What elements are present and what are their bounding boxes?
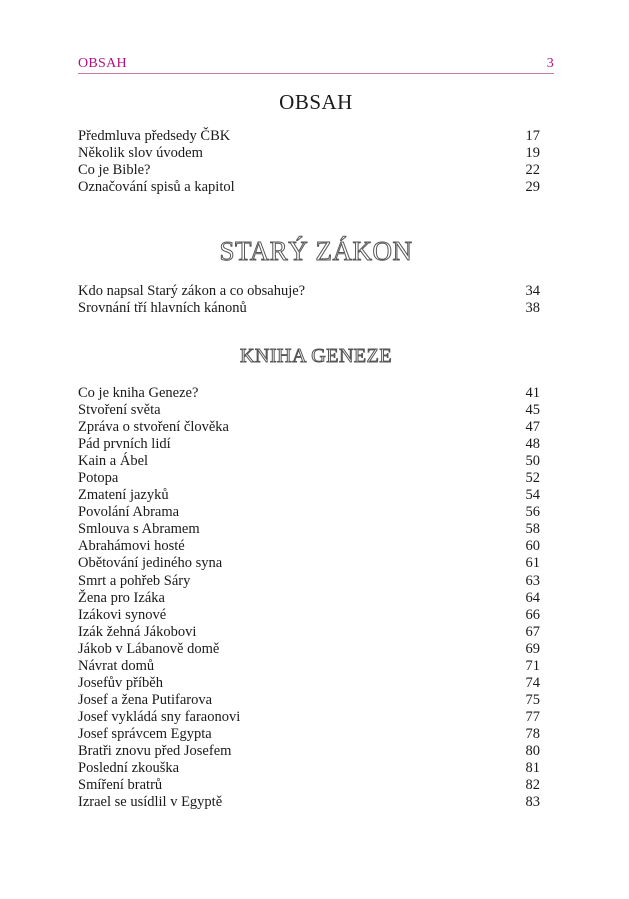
toc-entry-page: 47 — [525, 419, 540, 436]
toc-entry-title: Poslední zkouška — [78, 760, 180, 777]
toc-entry — [78, 436, 540, 453]
toc-entry — [78, 777, 540, 794]
toc-entry-page: 66 — [525, 606, 540, 623]
toc-entry — [78, 385, 540, 402]
toc-entry-page: 52 — [525, 470, 540, 487]
toc-entry-page: 22 — [525, 162, 540, 179]
toc-entry-title: Žena pro Izáka — [78, 589, 165, 606]
page-number: 3 — [546, 56, 554, 71]
toc-entry-page: 41 — [525, 385, 540, 401]
toc-entry-title: Smlouva s Abramem — [78, 521, 200, 538]
toc-entry-page: 56 — [525, 504, 540, 521]
toc-entry-page: 81 — [525, 760, 540, 777]
toc-entry-page: 63 — [525, 572, 540, 589]
header-rule — [78, 73, 554, 74]
toc-entry-page: 60 — [525, 538, 540, 555]
toc-entry — [78, 504, 540, 521]
toc-entry — [78, 162, 540, 179]
toc-entry — [78, 692, 540, 709]
toc-entry-title: Srovnání tří hlavních kánonů — [78, 300, 247, 317]
toc-entry-title: Abrahámovi hosté — [78, 538, 185, 555]
toc-entry-title: Josefův příběh — [78, 674, 163, 691]
toc-entry-page: 80 — [525, 742, 540, 759]
toc-entry-page: 48 — [525, 436, 540, 453]
toc-entry — [78, 300, 540, 317]
running-header-title: OBSAH — [78, 56, 127, 71]
toc-entry-page: 38 — [525, 300, 540, 317]
toc-entry — [78, 453, 540, 470]
toc-entry-page: 54 — [525, 487, 540, 504]
toc-entry-title: Smíření bratrů — [78, 777, 163, 794]
toc-entry-title: Návrat domů — [78, 657, 155, 674]
toc-entry — [78, 487, 540, 504]
toc-entry-page: 64 — [525, 589, 540, 606]
toc-entry-title: Josef a žena Putifarova — [78, 691, 213, 708]
toc-entry — [78, 794, 540, 811]
toc-entry — [78, 658, 540, 675]
toc-stary-zakon — [78, 283, 540, 317]
toc-entry-page: 69 — [525, 640, 540, 657]
toc-entry — [78, 555, 540, 572]
toc-entry — [78, 590, 540, 607]
toc-entry-page: 67 — [525, 623, 540, 640]
toc-entry — [78, 641, 540, 658]
toc-entry-title: Kain a Ábel — [78, 453, 149, 470]
toc-entry-page: 34 — [525, 283, 540, 299]
toc-entry — [78, 726, 540, 743]
toc-entry-title: Co je kniha Geneze? — [78, 385, 199, 401]
toc-entry-title: Povolání Abrama — [78, 504, 180, 521]
toc-entry — [78, 624, 540, 641]
toc-entry — [78, 521, 540, 538]
toc-entry-title: Označování spisů a kapitol — [78, 179, 235, 196]
page-title: OBSAH — [279, 90, 353, 114]
toc-entry-title: Izákovi synové — [78, 606, 167, 623]
toc-entry-title: Několik slov úvodem — [78, 145, 203, 162]
toc-entry-title: Smrt a pohřeb Sáry — [78, 572, 191, 589]
toc-entry — [78, 760, 540, 777]
toc-entry — [78, 470, 540, 487]
toc-entry-title: Stvoření světa — [78, 402, 161, 419]
toc-entry-title: Zpráva o stvoření člověka — [78, 419, 229, 436]
toc-entry — [78, 145, 540, 162]
toc-entry-title: Předmluva předsedy ČBK — [78, 128, 231, 144]
toc-entry — [78, 419, 540, 436]
toc-entry — [78, 607, 540, 624]
toc-entry — [78, 743, 540, 760]
toc-entry-title: Josef vykládá sny faraonovi — [78, 708, 241, 725]
toc-entry — [78, 573, 540, 590]
toc-entry-page: 45 — [525, 402, 540, 419]
toc-entry-page: 77 — [525, 708, 540, 725]
toc-entry-title: Potopa — [78, 470, 119, 487]
toc-entry-title: Jákob v Lábanově domě — [78, 640, 220, 657]
toc-entry-title: Josef správcem Egypta — [78, 725, 212, 742]
toc-entry-page: 83 — [525, 794, 540, 811]
toc-entry-title: Zmatení jazyků — [78, 487, 169, 504]
toc-entry — [78, 538, 540, 555]
toc-entry — [78, 179, 540, 196]
toc-entry — [78, 128, 540, 145]
toc-entry-page: 78 — [525, 725, 540, 742]
section-heading-kniha-geneze: KNIHA GENEZE — [239, 345, 393, 367]
toc-entry-page: 74 — [525, 674, 540, 691]
section-heading-stary-zakon: STARÝ ZÁKON — [219, 236, 413, 266]
toc-entry-page: 71 — [525, 657, 540, 674]
toc-entry-title: Pád prvních lidí — [78, 436, 171, 453]
toc-entry — [78, 402, 540, 419]
toc-entry-title: Obětování jediného syna — [78, 555, 223, 572]
toc-entry-page: 75 — [525, 691, 540, 708]
toc-entry-page: 19 — [525, 145, 540, 162]
toc-entry-page: 17 — [525, 128, 540, 144]
toc-entry-page: 82 — [525, 777, 540, 794]
toc-entry-title: Co je Bible? — [78, 162, 151, 179]
toc-entry — [78, 675, 540, 692]
toc-entry-page: 58 — [525, 521, 540, 538]
toc-entry — [78, 709, 540, 726]
toc-entry-page: 50 — [525, 453, 540, 470]
toc-entry — [78, 283, 540, 300]
toc-entry-page: 29 — [525, 179, 540, 196]
running-header — [78, 56, 554, 74]
toc-entry-page: 61 — [525, 555, 540, 572]
toc-front-matter — [78, 128, 540, 196]
toc-entry-title: Bratři znovu před Josefem — [78, 742, 232, 759]
toc-entry-title: Izák žehná Jákobovi — [78, 623, 197, 640]
toc-entry-title: Izrael se usídlil v Egyptě — [78, 794, 223, 811]
toc-kniha-geneze — [78, 385, 540, 811]
toc-entry-title: Kdo napsal Starý zákon a co obsahuje? — [78, 283, 306, 299]
